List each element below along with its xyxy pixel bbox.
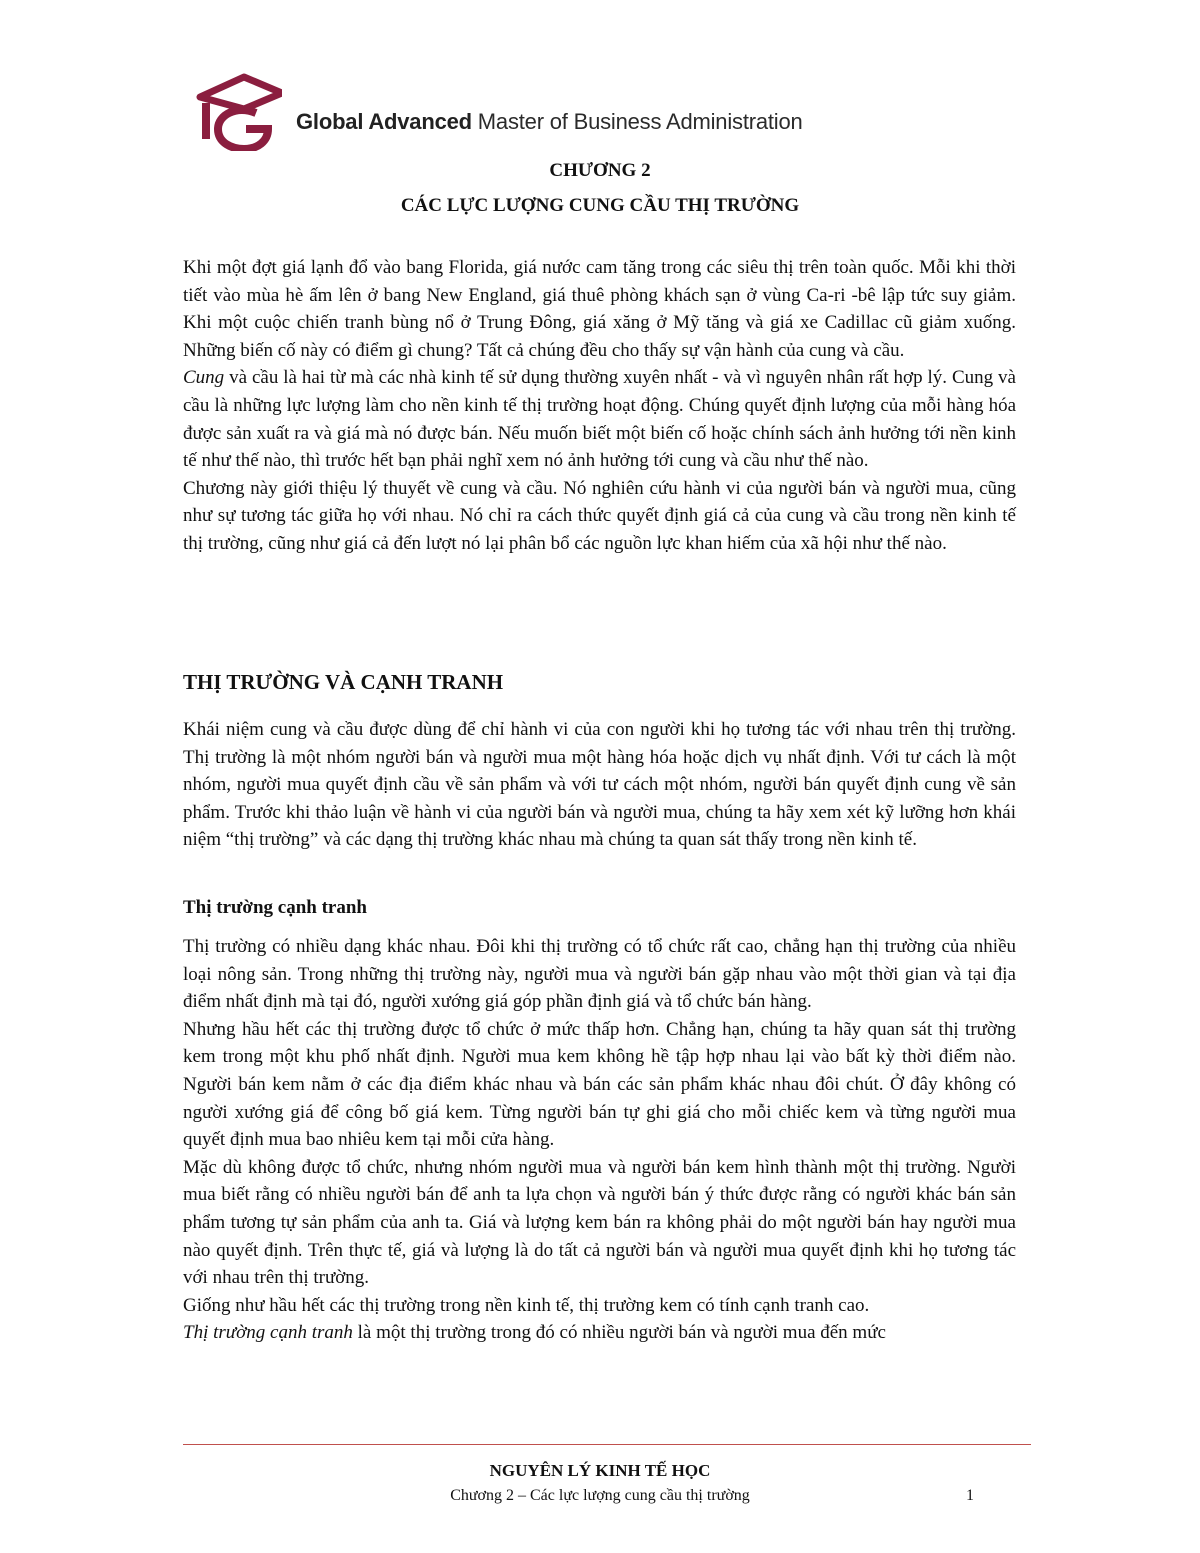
gambm-logo xyxy=(196,72,803,152)
paragraph: Chương này giới thiệu lý thuyết về cung và cầu. Nó nghiên cứu hành vi của người bán và người mua, cũng như sự tương tác giữa họ với nhau. Nó chỉ ra cách thức quyết định giá cả của cung và cầu trong nền kinh tế thị trường, cũng như giá cả đến lượt nó lại phân bổ các nguồn lực khan hiếm của xã hội như thế nào. xyxy=(183,477,1016,554)
chapter-title: CÁC LỰC LƯỢNG CUNG CẦU THỊ TRƯỜNG xyxy=(400,195,800,216)
paragraph: Khi một đợt giá lạnh đổ vào bang Florida, giá nước cam tăng trong các siêu thị trên toàn quốc. Mỗi khi thời tiết vào mùa hè ấm lên ở bang New England, giá thuê phòng khách sạn ở vùng Ca-ri -bê lập tức suy giảm. Khi một cuộc chiến tranh bùng nổ ở Trung Đông, giá xăng ở Mỹ tăng và giá xe Cadillac cũ giảm xuống. Những biến cố này có điểm gì chung? Tất cả chúng đều cho thấy sự vận hành của cung và cầu. xyxy=(183,257,1016,361)
chapter-number: CHƯƠNG 2 xyxy=(549,160,651,181)
paragraph: Nhưng hầu hết các thị trường được tổ chức ở mức thấp hơn. Chẳng hạn, chúng ta hãy quan sát thị trường kem trong một khu phố nhất định. Người mua kem không hề tập hợp nhau lại vào bất kỳ thời điểm nào. Người bán kem nằm ở các địa điểm khác nhau và bán các sản phẩm khác nhau đôi chút. Ở đây không có người xướng giá để công bố giá kem. Từng người bán tự ghi giá cho mỗi chiếc kem và từng người mua quyết định mua bao nhiêu kem tại mỗi cửa hàng. xyxy=(183,1018,1016,1151)
paragraph: Khái niệm cung và cầu được dùng để chỉ hành vi của con người khi họ tương tác với nhau trên thị trường. Thị trường là một nhóm người bán và người mua một hàng hóa hoặc dịch vụ nhất định. Với tư cách là một nhóm, người mua quyết định cầu về sản phẩm và với tư cách một nhóm, người bán quyết định cung về sản phẩm. Trước khi thảo luận về hành vi của người bán và người mua, chúng ta hãy xem xét kỹ lưỡng hơn khái niệm “thị trường” và các dạng thị trường khác nhau mà chúng ta quan sát thấy trong nền kinh tế. xyxy=(183,719,1016,851)
paragraph: Thị trường có nhiều dạng khác nhau. Đôi khi thị trường có tổ chức rất cao, chẳng hạn thị trường của nhiều loại nông sản. Trong những thị trường này, người mua và người bán gặp nhau vào một thời gian và tại địa điểm nhất định mà tại đó, người xướng giá góp phần định giá và tổ chức bán hàng. xyxy=(183,936,1016,1013)
paragraph: Mặc dù không được tổ chức, nhưng nhóm người mua và người bán kem hình thành một thị trường. Người mua biết rằng có nhiều người bán để anh ta lựa chọn và người bán ý thức được rằng có người khác bán sản phẩm tương tự sản phẩm của anh ta. Giá và lượng kem bán ra không phải do một người bán hay người mua nào quyết định. Trên thực tế, giá và lượng là do tất cả người bán và người mua quyết định khi họ tương tác với nhau trên thị trường. xyxy=(183,1156,1016,1289)
graduation-cap-logo-icon xyxy=(196,73,282,151)
footer-rule xyxy=(183,1444,1031,1445)
logo-wordmark: Global Advanced Master of Business Administration xyxy=(296,109,803,134)
intro-section xyxy=(183,254,1016,558)
paragraph: Giống như hầu hết các thị trường trong nền kinh tế, thị trường kem có tính cạnh tranh cao. xyxy=(183,1294,870,1316)
footer-subtitle: Chương 2 – Các lực lượng cung cầu thị trường xyxy=(450,1487,750,1504)
footer-title: NGUYÊN LÝ KINH TẾ HỌC xyxy=(489,1461,711,1480)
page-number: 1 xyxy=(966,1487,974,1504)
section-market-paragraph xyxy=(183,716,1016,854)
competitive-market-section xyxy=(183,933,1016,1347)
section-heading: THỊ TRƯỜNG VÀ CẠNH TRANH xyxy=(183,670,504,694)
paragraph: Cung và cầu là hai từ mà các nhà kinh tế sử dụng thường xuyên nhất - và vì nguyên nhân rất hợp lý. Cung và cầu là những lực lượng làm cho nền kinh tế thị trường hoạt động. Chúng quyết định lượng của mỗi hàng hóa được sản xuất ra và giá mà nó được bán. Nếu muốn biết một biến cố hoặc chính sách ảnh hưởng tới nền kinh tế như thế nào, thì trước hết bạn phải nghĩ xem nó ảnh hưởng tới cung và cầu như thế nào. xyxy=(183,367,1016,472)
subsection-heading: Thị trường cạnh tranh xyxy=(183,897,367,918)
paragraph: Thị trường cạnh tranh là một thị trường trong đó có nhiều người bán và người mua đến mức xyxy=(183,1322,886,1344)
